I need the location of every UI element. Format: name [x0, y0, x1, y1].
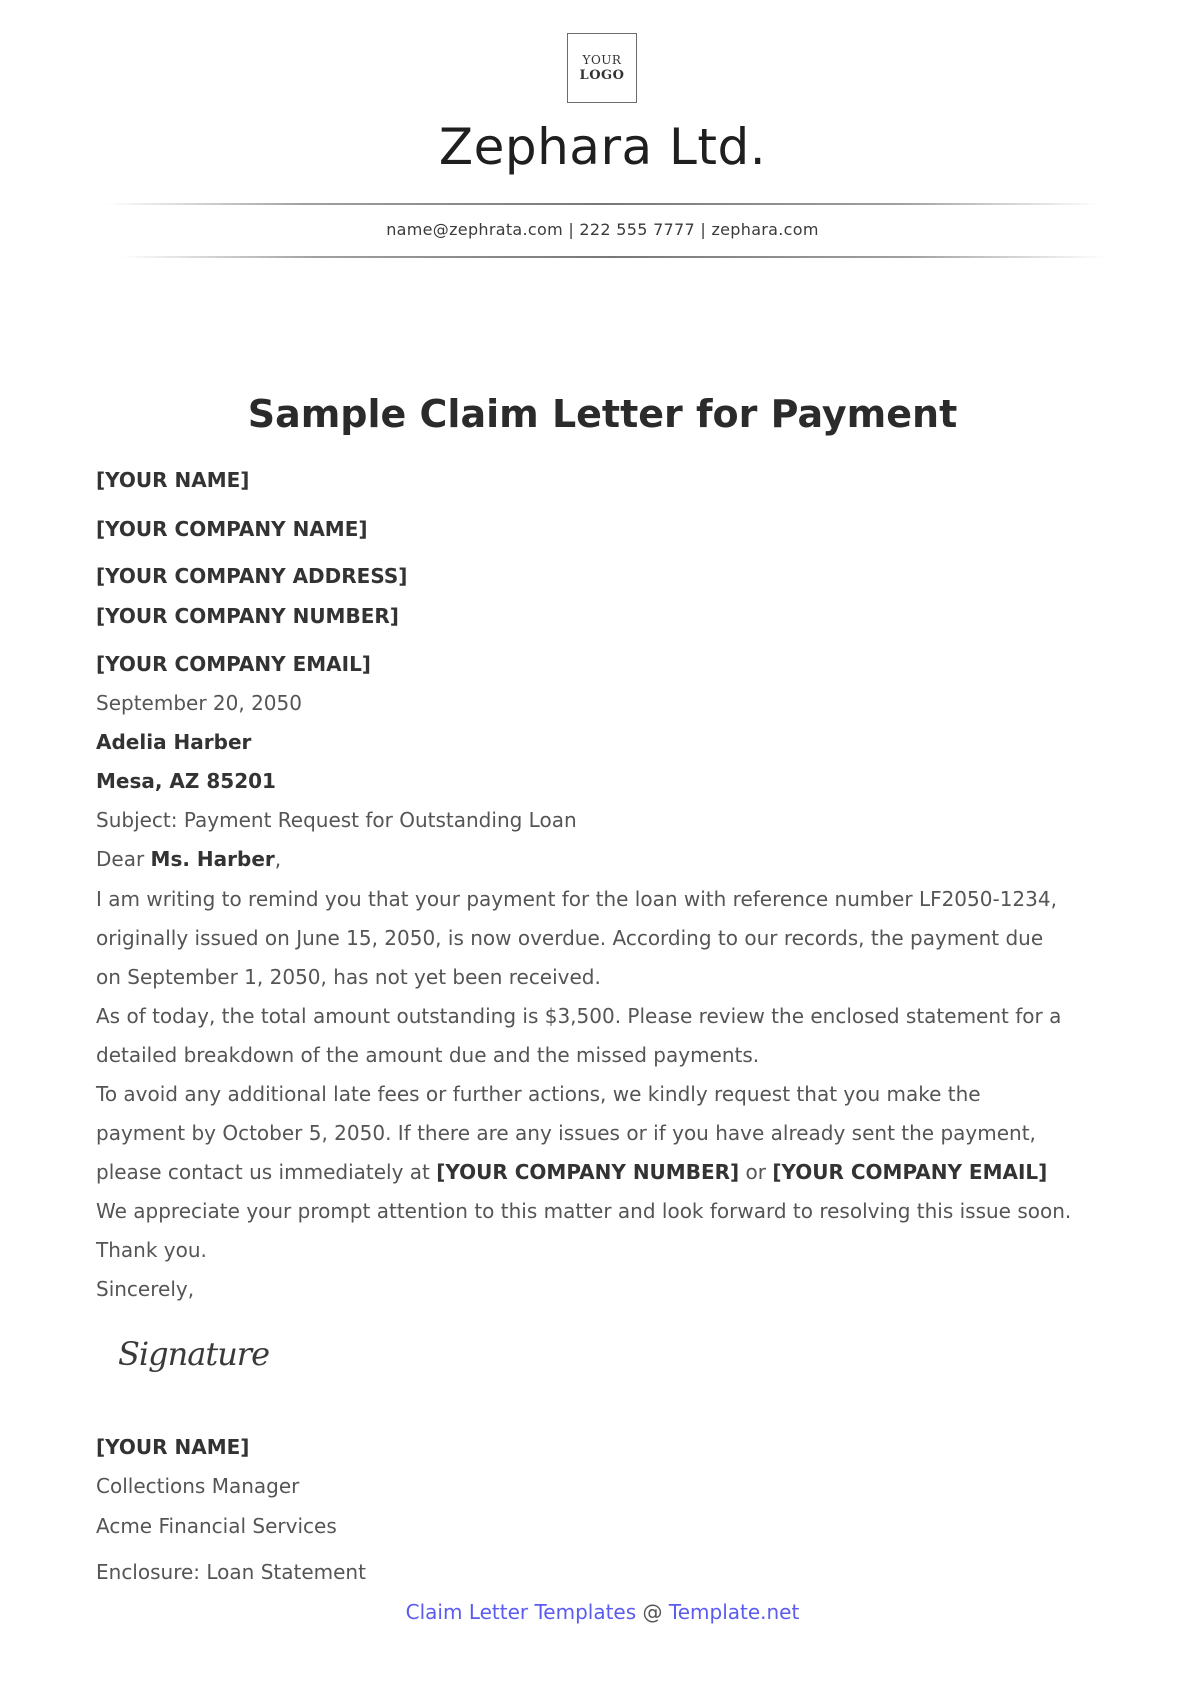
claim-letter-templates-link[interactable]: Claim Letter Templates [405, 1600, 637, 1624]
letter-date: September 20, 2050 [96, 691, 302, 715]
recipient-name: Adelia Harber [96, 730, 252, 754]
footer-separator: @ [636, 1600, 669, 1624]
body-paragraph-3-line-2: payment by October 5, 2050. If there are any issues or if you have already sent the payment, [96, 1121, 1036, 1145]
document-title: Sample Claim Letter for Payment [247, 392, 958, 436]
signoff-name: [YOUR NAME] [96, 1435, 250, 1459]
salutation-suffix: , [274, 847, 282, 871]
signature-image: Signature [118, 1335, 270, 1373]
contact-prompt-text: please contact us immediately at [96, 1160, 437, 1184]
company-contact: name@zephrata.com | 222 555 7777 | zephara.com [386, 220, 819, 239]
body-paragraph-4: We appreciate your prompt attention to this matter and look forward to resolving this issue soon. [96, 1199, 1072, 1223]
salutation-prefix: Dear [96, 847, 151, 871]
closing: Sincerely, [96, 1277, 195, 1301]
company-name: Zephara Ltd. [438, 118, 767, 176]
salutation-name: Ms. Harber [150, 847, 275, 871]
header-divider-top [105, 203, 1100, 205]
company-number-placeholder: [YOUR COMPANY NUMBER] [436, 1160, 740, 1184]
sender-name: [YOUR NAME] [96, 468, 250, 492]
signoff-title: Collections Manager [96, 1474, 300, 1498]
signoff-company: Acme Financial Services [96, 1514, 337, 1538]
recipient-address: Mesa, AZ 85201 [96, 769, 276, 793]
company-email-placeholder: [YOUR COMPANY EMAIL] [772, 1160, 1048, 1184]
sender-company-email: [YOUR COMPANY EMAIL] [96, 652, 371, 676]
template-net-link[interactable]: Template.net [668, 1600, 800, 1624]
body-paragraph-2-line-1: As of today, the total amount outstanding is $3,500. Please review the enclosed statement for a [96, 1004, 1062, 1028]
sender-company-address: [YOUR COMPANY ADDRESS] [96, 564, 408, 588]
header-divider-bottom [120, 256, 1105, 258]
sender-company-number: [YOUR COMPANY NUMBER] [96, 604, 399, 628]
sender-company-name: [YOUR COMPANY NAME] [96, 517, 368, 541]
logo-line-1: YOUR [582, 53, 622, 67]
enclosure-note: Enclosure: Loan Statement [96, 1560, 366, 1584]
logo-placeholder [567, 33, 637, 103]
footer-credit [0, 1600, 1200, 1624]
letter-subject: Subject: Payment Request for Outstanding Loan [96, 808, 577, 832]
or-text: or [739, 1160, 773, 1184]
body-paragraph-3-line-1: To avoid any additional late fees or further actions, we kindly request that you make the [96, 1082, 981, 1106]
logo-line-2: LOGO [579, 68, 625, 83]
body-paragraph-5: Thank you. [96, 1238, 207, 1262]
body-paragraph-1-line-3: on September 1, 2050, has not yet been received. [96, 965, 601, 989]
body-paragraph-1-line-1: I am writing to remind you that your payment for the loan with reference number LF2050-1234, [96, 887, 1057, 911]
body-paragraph-3-line-3 [96, 1160, 1047, 1184]
salutation [96, 847, 281, 871]
body-paragraph-1-line-2: originally issued on June 15, 2050, is now overdue. According to our records, the payment due [96, 926, 1044, 950]
body-paragraph-2-line-2: detailed breakdown of the amount due and the missed payments. [96, 1043, 760, 1067]
